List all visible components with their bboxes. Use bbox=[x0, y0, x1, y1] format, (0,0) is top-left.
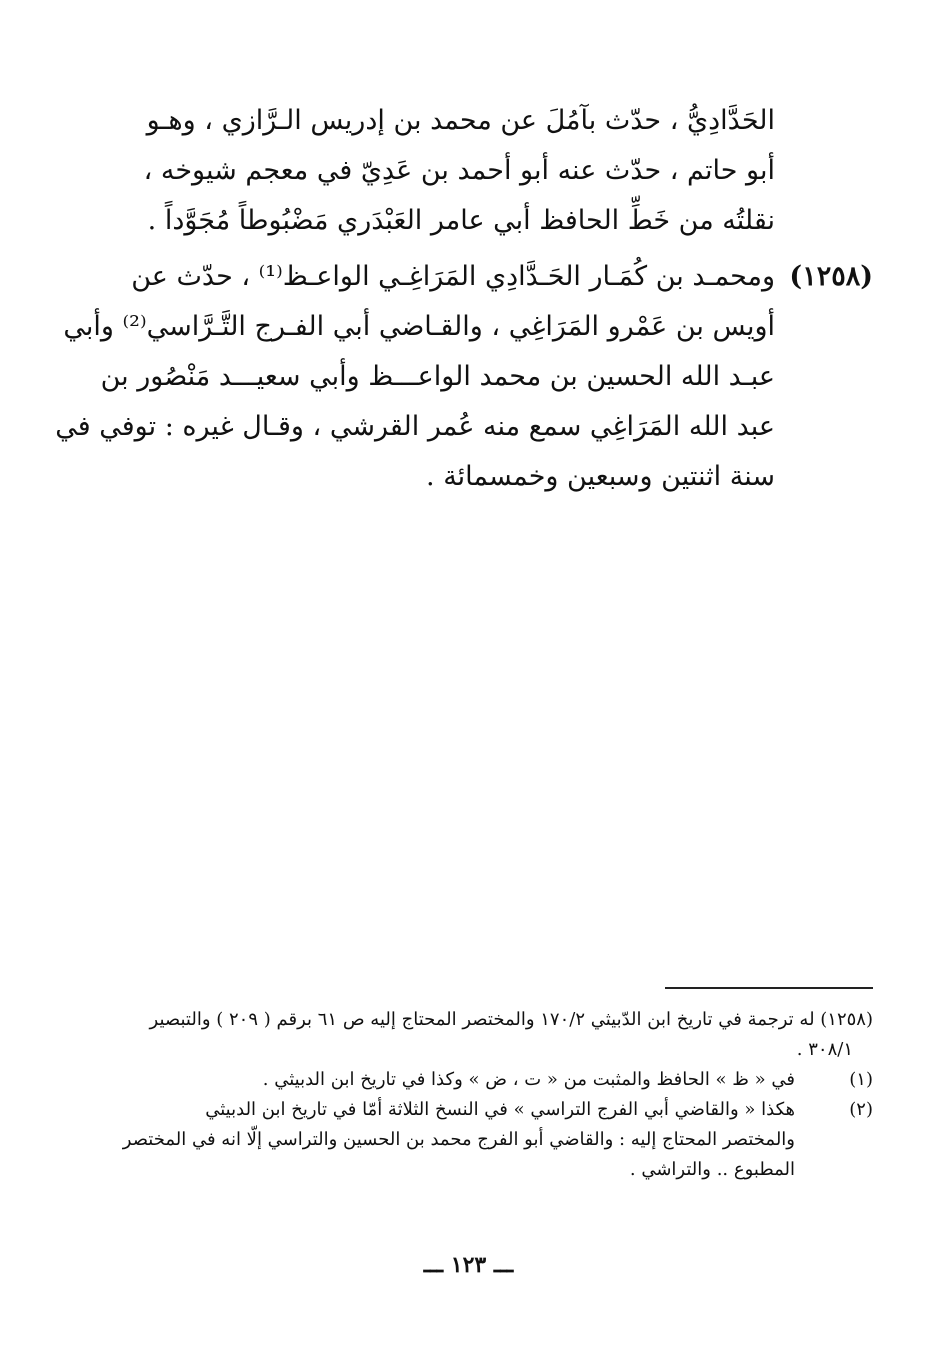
continuation-paragraph bbox=[143, 96, 775, 246]
text-line: الحَدَّادِيُّ ، حدّث بآمُلَ عن محمد بن إدريس الـرَّازي ، وهـو bbox=[146, 105, 775, 136]
footnote-line: والمختصر المحتاج إليه : والقاضي أبو الفرج محمد بن الحسين والتراسي إلّا انه في المختصر bbox=[122, 1129, 795, 1150]
text-line: سنة اثنتين وسبعين وخمسمائة . bbox=[426, 461, 775, 492]
entry-footnote-line: (١٢٥٨) له ترجمة في تاريخ ابن الدّبيثي ١٧٠/٢ والمختصر المحتاج إليه ص ٦١ برقم ( ٢٠٩ ) والتبصير bbox=[149, 1009, 873, 1030]
footnotes-section bbox=[122, 1005, 873, 1185]
text-line: عبد الله المَرَاغِي سمع منه عُمر القرشي ، وقـال غيره : توفي في bbox=[55, 411, 775, 442]
footnote-marker: (١) bbox=[849, 1069, 873, 1090]
footnote-divider bbox=[665, 987, 873, 989]
footnote-marker: (٢) bbox=[849, 1099, 873, 1120]
entry-paragraph bbox=[55, 252, 775, 502]
footnote-1 bbox=[130, 1065, 873, 1095]
footnote-line: هكذا « والقاضي أبي الفرج التراسي » في النسخ الثلاثة أمّا في تاريخ ابن الدبيثي bbox=[205, 1099, 795, 1120]
text-line: ومحمـد بن كُمَـار الحَـدَّادِي المَرَاغِـي الواعـظ⁽¹⁾ ، حدّث عن bbox=[131, 261, 775, 292]
text-line: أبو حاتم ، حدّث عنه أبو أحمد بن عَدِيّ في معجم شيوخه ، bbox=[143, 155, 775, 186]
entry-footnote-line: ٣٠٨/١ . bbox=[796, 1039, 853, 1060]
page-number: ـــ ١٢٣ ـــ bbox=[423, 1252, 514, 1278]
entry-number: (١٢٥٨) bbox=[789, 261, 873, 292]
footnote-body bbox=[122, 1095, 795, 1185]
text-line: عبـد الله الحسين بن محمد الواعـــظ وأبي سعيـــد مَنْصُور بن bbox=[100, 361, 775, 392]
footnote-line: في « ظ » الحافظ والمثبت من « ت ، ض » وكذا في تاريخ ابن الدبيثي . bbox=[262, 1069, 795, 1090]
text-line: نقلتُه من خَطِّ الحافظ أبي عامر العَبْدَري مَضْبُوطاً مُجَوَّداً . bbox=[147, 205, 775, 236]
footnote-2 bbox=[122, 1095, 873, 1185]
footnote-body bbox=[130, 1065, 795, 1095]
footnote-line: المطبوع .. والتراشي . bbox=[629, 1159, 795, 1180]
text-line: أويس بن عَمْرو المَرَاغِي ، والقـاضي أبي الفـرج التَّـرَّاسي⁽²⁾ وأبي bbox=[63, 311, 775, 342]
